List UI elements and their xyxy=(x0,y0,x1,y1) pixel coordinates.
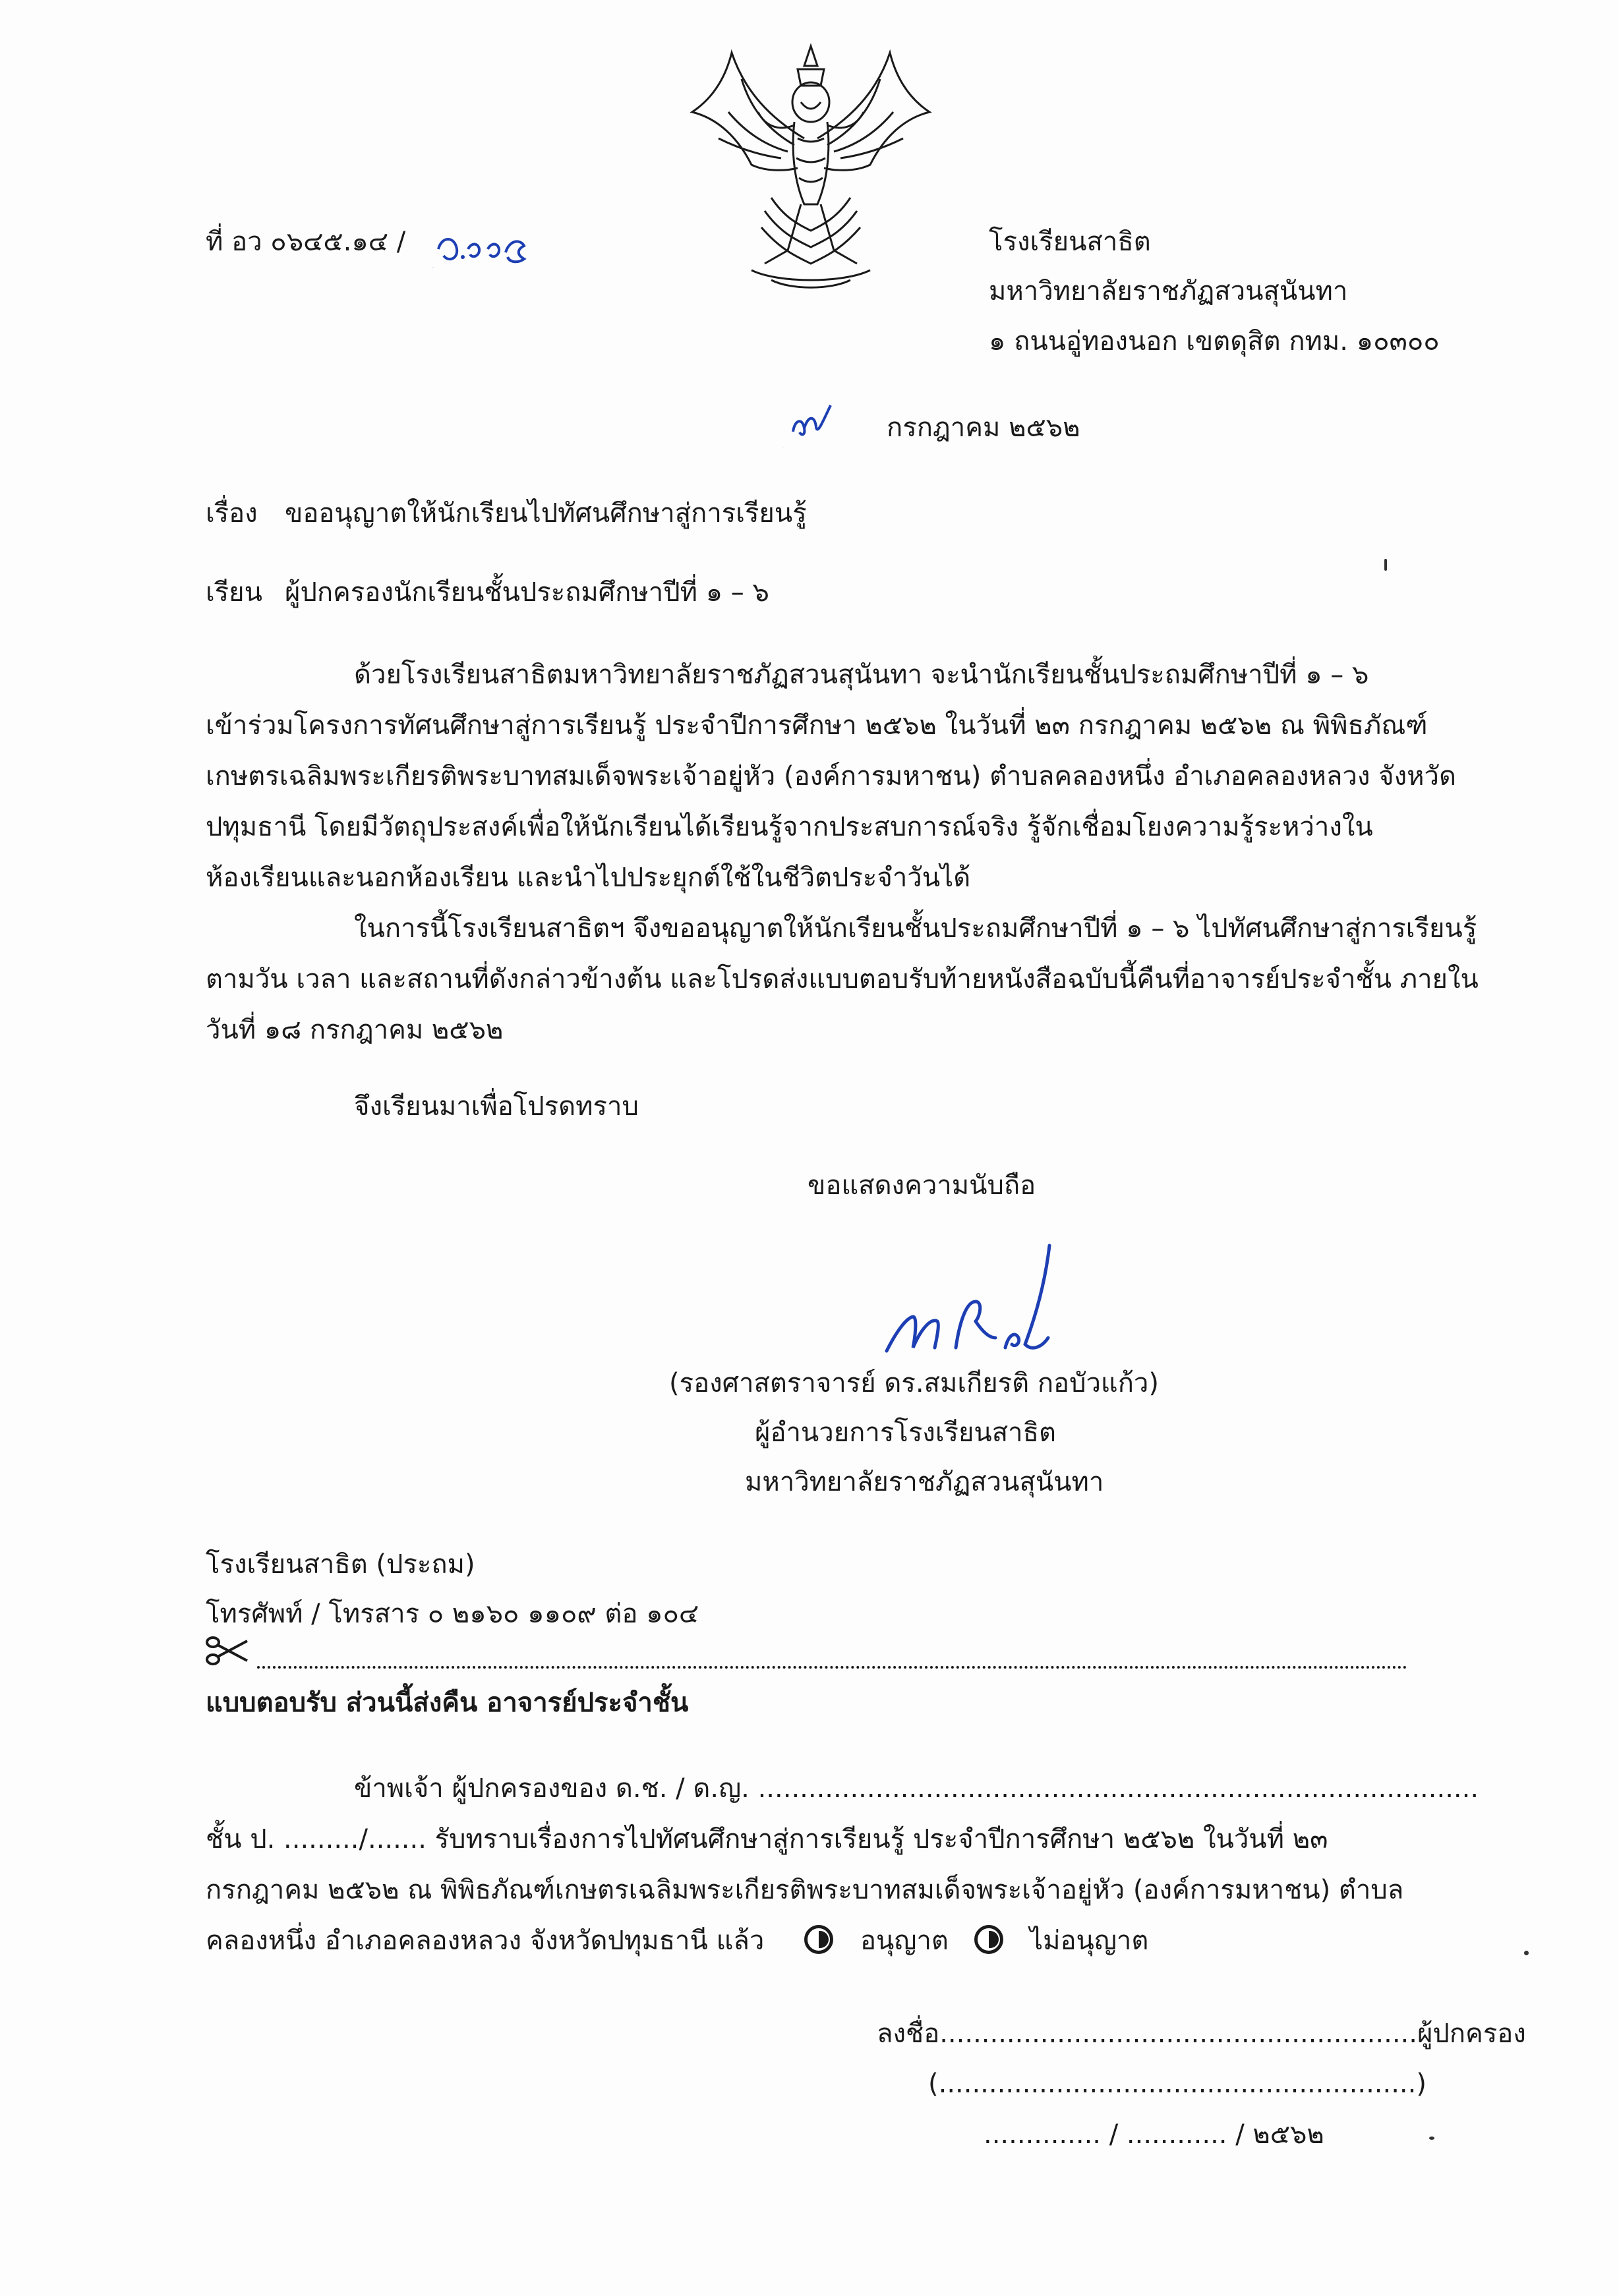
parent-signature-line[interactable]: ลงชื่อ.........................................................ผู้ปกครอง xyxy=(877,2019,1526,2049)
cut-line xyxy=(257,1666,1407,1669)
body-para1-line3: เกษตรเฉลิมพระเกียรติพระบาทสมเด็จพระเจ้าอยู่หัว (องค์การมหาชน) ตำบลคลองหนึ่ง อำเภอคลองหลวง จังหวัด xyxy=(206,761,1456,791)
recipient-text: ผู้ปกครองนักเรียนชั้นประถมศึกษาปีที่ ๑ – ๖ xyxy=(285,577,769,608)
letter-date: กรกฎาคม ๒๕๖๒ xyxy=(887,413,1080,443)
body-para1-line4: ปทุมธานี โดยมีวัตถุประสงค์เพื่อให้นักเรียนได้เรียนรู้จากประสบการณ์จริง รู้จักเชื่อมโยงความรู้ระหว่างใน xyxy=(206,812,1373,842)
allow-option-label: อนุญาต xyxy=(860,1926,949,1956)
closing-text: จึงเรียนมาเพื่อโปรดทราบ xyxy=(354,1091,639,1122)
deny-radio[interactable] xyxy=(974,1925,1003,1954)
body-para1-line2: เข้าร่วมโครงการทัศนศึกษาสู่การเรียนรู้ ประจำปีการศึกษา ๒๕๖๒ ในวันที่ ๒๓ กรกฎาคม ๒๕๖๒ ณ พิพิธภัณฑ์ xyxy=(206,710,1428,741)
handwritten-reference-mark xyxy=(432,223,531,269)
reference-number: ที่ อว ๐๖๔๕.๑๔ / xyxy=(206,227,406,257)
parent-name-line[interactable]: (.........................................................) xyxy=(928,2069,1427,2099)
signatory-org: มหาวิทยาลัยราชภัฏสวนสุนันทา xyxy=(745,1467,1104,1497)
reply-form-line4: คลองหนึ่ง อำเภอคลองหลวง จังหวัดปทุมธานี แล้ว xyxy=(206,1926,765,1956)
handwritten-date-day xyxy=(783,395,836,448)
org-address: ๑ ถนนอู่ทองนอก เขตดุสิต กทม. ๑๐๓๐๐ xyxy=(989,326,1440,357)
body-para2-line3: วันที่ ๑๘ กรกฎาคม ๒๕๖๒ xyxy=(206,1015,504,1045)
subject-text: ขออนุญาตให้นักเรียนไปทัศนศึกษาสู่การเรียนรู้ xyxy=(285,498,807,529)
scan-mark xyxy=(1524,1951,1529,1955)
reply-form-line2: ชั้น ป. ........./....... รับทราบเรื่องการไปทัศนศึกษาสู่การเรียนรู้ ประจำปีการศึกษา ๒๕๖๒ ในวันที่ ๒๓ xyxy=(206,1824,1328,1854)
allow-radio[interactable] xyxy=(804,1925,833,1954)
scan-mark xyxy=(1429,2137,1434,2140)
body-para2-line1: ในการนี้โรงเรียนสาธิตฯ จึงขออนุญาตให้นักเรียนชั้นประถมศึกษาปีที่ ๑ – ๖ ไปทัศนศึกษาสู่การเรียนรู้ xyxy=(354,913,1477,944)
director-signature xyxy=(877,1239,1074,1364)
reply-form-line3: กรกฎาคม ๒๕๖๒ ณ พิพิธภัณฑ์เกษตรเฉลิมพระเกียรติพระบาทสมเด็จพระเจ้าอยู่หัว (องค์การมหาชน) ตำบล xyxy=(206,1875,1404,1905)
contact-phone: โทรศัพท์ / โทรสาร ๐ ๒๑๖๐ ๑๑๐๙ ต่อ ๑๐๔ xyxy=(206,1599,699,1629)
reply-form-line1: ข้าพเจ้า ผู้ปกครองของ ด.ช. / ด.ญ. ...................................................................................... xyxy=(354,1773,1479,1804)
reply-form-title: แบบตอบรับ ส่วนนี้ส่งคืน อาจารย์ประจำชั้น xyxy=(206,1688,689,1718)
scissors-icon xyxy=(204,1634,250,1667)
handwritten-reference-text: ว.๑๑๕ xyxy=(432,268,434,269)
subject-label: เรื่อง xyxy=(206,498,258,529)
handwritten-date-text: ๓ xyxy=(783,447,784,448)
contact-dept: โรงเรียนสาธิต (ประถม) xyxy=(206,1549,475,1580)
org-name: โรงเรียนสาธิต xyxy=(989,227,1151,257)
scan-mark xyxy=(1384,559,1387,571)
reply-date-line[interactable]: .............. / ............ / ๒๕๖๒ xyxy=(984,2119,1324,2150)
signatory-position: ผู้อำนวยการโรงเรียนสาธิต xyxy=(755,1418,1057,1448)
recipient-label: เรียน xyxy=(206,577,262,608)
org-parent: มหาวิทยาลัยราชภัฏสวนสุนันทา xyxy=(989,276,1348,306)
body-para1-line5: ห้องเรียนและนอกห้องเรียน และนำไปประยุกต์ใช้ในชีวิตประจำวันได้ xyxy=(206,863,971,893)
deny-option-label: ไม่อนุญาต xyxy=(1030,1926,1149,1956)
body-para2-line2: ตามวัน เวลา และสถานที่ดังกล่าวข้างต้น และโปรดส่งแบบตอบรับท้ายหนังสือฉบับนี้คืนที่อาจารย์ประจำชั้น ภายใน xyxy=(206,964,1479,994)
body-para1-line1: ด้วยโรงเรียนสาธิตมหาวิทยาลัยราชภัฏสวนสุนันทา จะนำนักเรียนชั้นประถมศึกษาปีที่ ๑ – ๖ xyxy=(354,660,1369,690)
signatory-name: (รองศาสตราจารย์ ดร.สมเกียรติ กอบัวแก้ว) xyxy=(669,1368,1159,1398)
regards-text: ขอแสดงความนับถือ xyxy=(808,1170,1036,1201)
garuda-emblem-icon xyxy=(672,40,949,297)
